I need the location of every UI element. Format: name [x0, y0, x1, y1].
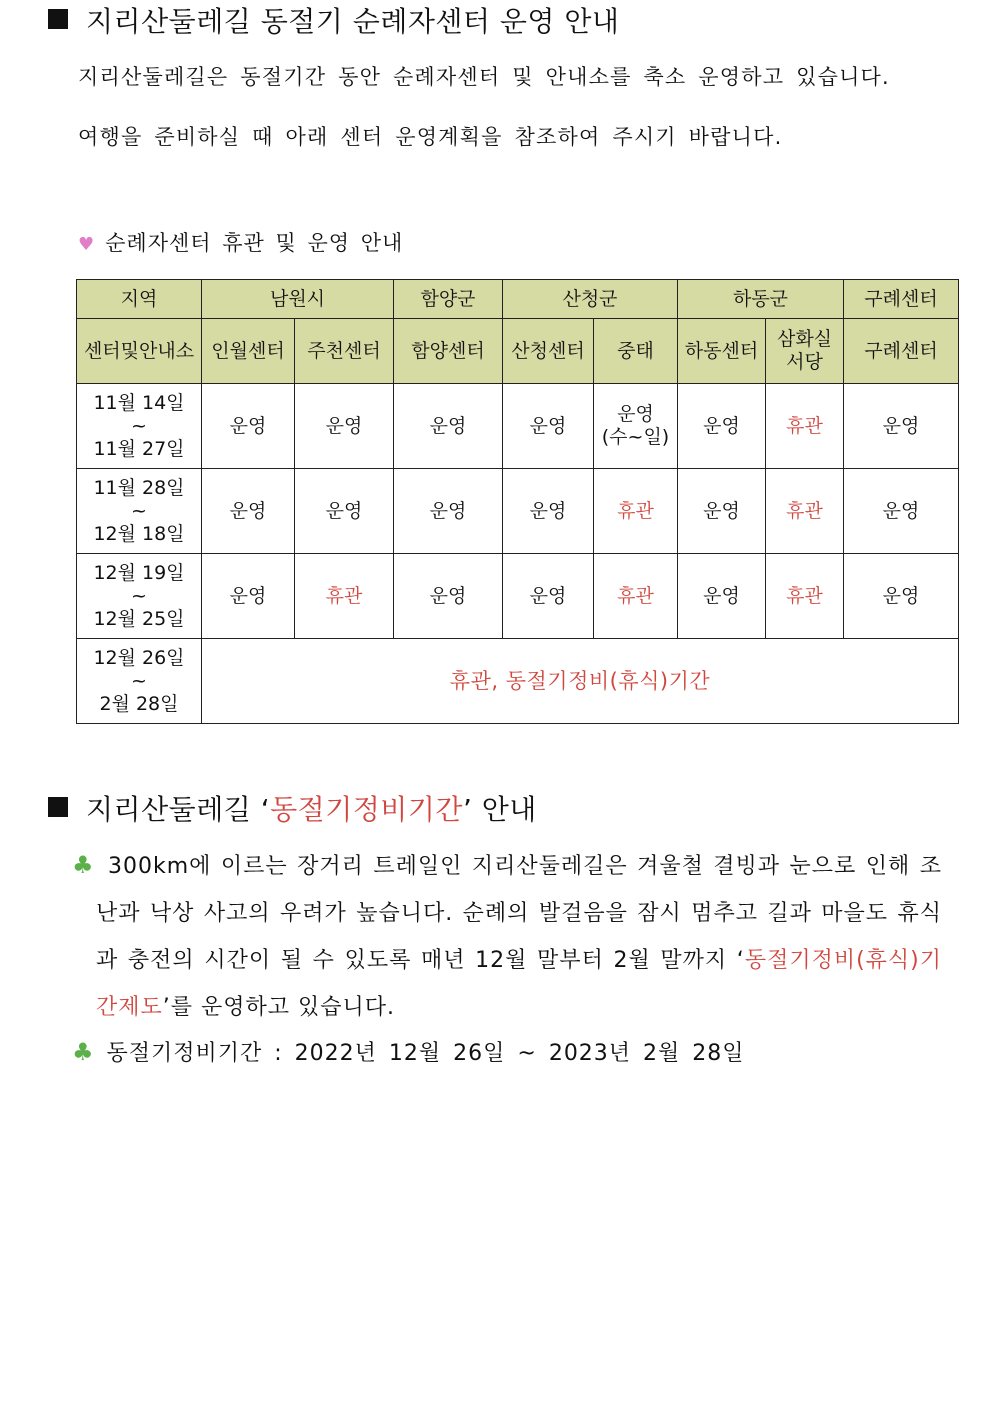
table-row — [77, 554, 959, 639]
status-cell: 운영 — [844, 469, 959, 554]
region-label: 지역 — [77, 280, 202, 319]
table-row — [77, 469, 959, 554]
status-cell: 운영 (수~일) — [594, 384, 678, 469]
date-range: 12월 19일 ~ 12월 25일 — [77, 554, 202, 639]
club-bullet-icon: ♣ — [72, 1038, 95, 1066]
section2-title-highlight: 동절기정비기간 — [270, 793, 463, 826]
table-subheading — [78, 228, 403, 260]
club-bullet-icon: ♣ — [72, 851, 96, 879]
status-cell: 운영 — [394, 554, 503, 639]
winter-closure-cell: 휴관, 동절기정비(휴식)기간 — [202, 639, 959, 724]
date-range: 11월 28일 ~ 12월 18일 — [77, 469, 202, 554]
status-cell: 운영 — [295, 384, 394, 469]
status-cell-closed: 휴관 — [766, 384, 844, 469]
status-cell: 운영 — [202, 469, 295, 554]
status-cell: 운영 — [503, 384, 594, 469]
center-hamyang: 함양센터 — [394, 319, 503, 384]
center-sancheong: 산청센터 — [503, 319, 594, 384]
square-bullet-icon — [48, 797, 68, 817]
paragraph-line-2: 난과 낙상 사고의 우려가 높습니다. 순례의 발걸음을 잠시 멈추고 길과 마을도 휴식 — [96, 901, 942, 926]
center-schedule-table — [76, 279, 959, 724]
section2-title: 지리산둘레길 ‘동절기정비기간’ 안내 — [48, 792, 537, 828]
paragraph-line-3: 과 충전의 시간이 될 수 있도록 매년 12월 말부터 2월 말까지 ‘동절기정비(휴식)기 — [96, 948, 942, 973]
status-cell-closed: 휴관 — [295, 554, 394, 639]
status-cell: 운영 — [394, 469, 503, 554]
date-range: 12월 26일 ~ 2월 28일 — [77, 639, 202, 724]
center-jungtae: 중태 — [594, 319, 678, 384]
region-gurye: 구례센터 — [844, 280, 959, 319]
section1-title-text: 지리산둘레길 동절기 순례자센터 운영 안내 — [86, 5, 620, 38]
status-cell: 운영 — [503, 554, 594, 639]
status-cell: 운영 — [844, 554, 959, 639]
paragraph-line-4: 간제도’를 운영하고 있습니다. — [96, 995, 396, 1020]
status-cell: 운영 — [678, 554, 766, 639]
table-subheading-text: 순례자센터 휴관 및 운영 안내 — [105, 231, 404, 255]
center-header-row — [77, 319, 959, 384]
winter-maintenance-paragraph — [72, 842, 952, 1031]
status-cell-closed: 휴관 — [594, 469, 678, 554]
paragraph-line-1: ♣ 300km에 이르는 장거리 트레일인 지리산둘레길은 겨울철 결빙과 눈으로 인해 조 — [72, 851, 942, 879]
status-cell: 운영 — [678, 469, 766, 554]
status-cell-closed: 휴관 — [766, 554, 844, 639]
center-inwol: 인월센터 — [202, 319, 295, 384]
date-range: 11월 14일 ~ 11월 27일 — [77, 384, 202, 469]
square-bullet-icon — [48, 9, 68, 29]
table-row — [77, 384, 959, 469]
region-hadong: 하동군 — [678, 280, 844, 319]
region-header-row — [77, 280, 959, 319]
status-cell: 운영 — [295, 469, 394, 554]
status-cell: 운영 — [394, 384, 503, 469]
status-cell: 운영 — [503, 469, 594, 554]
section1-title — [48, 4, 619, 40]
center-label: 센터및안내소 — [77, 319, 202, 384]
maintenance-period-text: 동절기정비기간 : 2022년 12월 26일 ~ 2023년 2월 28일 — [106, 1041, 745, 1066]
status-cell-closed: 휴관 — [594, 554, 678, 639]
center-jucheon: 주천센터 — [295, 319, 394, 384]
region-sancheong: 산청군 — [503, 280, 678, 319]
heart-icon: ♥ — [78, 234, 96, 255]
table-row — [77, 639, 959, 724]
intro-line-2: 여행을 준비하실 때 아래 센터 운영계획을 참조하여 주시기 바랍니다. — [78, 125, 783, 149]
status-cell-closed: 휴관 — [766, 469, 844, 554]
center-gurye: 구례센터 — [844, 319, 959, 384]
status-cell: 운영 — [844, 384, 959, 469]
status-cell: 운영 — [202, 384, 295, 469]
center-hadong: 하동센터 — [678, 319, 766, 384]
region-namwon: 남원시 — [202, 280, 394, 319]
center-samhwasil: 삼화실 서당 — [766, 319, 844, 384]
region-hamyang: 함양군 — [394, 280, 503, 319]
maintenance-period — [72, 1029, 745, 1077]
status-cell: 운영 — [202, 554, 295, 639]
status-cell: 운영 — [678, 384, 766, 469]
intro-line-1: 지리산둘레길은 동절기간 동안 순례자센터 및 안내소를 축소 운영하고 있습니다. — [78, 65, 890, 89]
